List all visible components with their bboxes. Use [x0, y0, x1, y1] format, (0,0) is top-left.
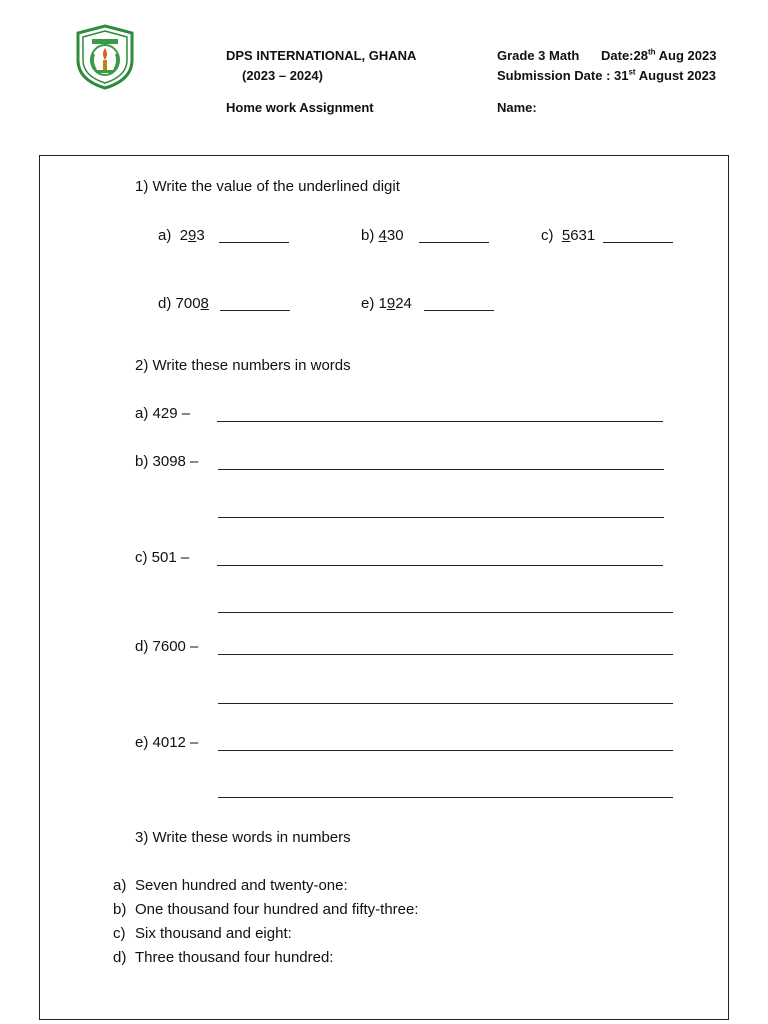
- q2-answer-line[interactable]: [218, 797, 673, 798]
- q1-underlined-digit: 8: [200, 295, 209, 312]
- q1-answer-blank-a[interactable]: [219, 228, 289, 243]
- q1-underlined-digit: 9: [188, 227, 197, 244]
- q1-item-label: e): [361, 295, 375, 312]
- q3-item-label: a): [113, 877, 127, 894]
- q2-answer-line[interactable]: [218, 612, 673, 613]
- submission-rest: August 2023: [635, 68, 717, 83]
- q1-answer-blank-e[interactable]: [424, 296, 494, 311]
- q1-item-label: b): [361, 227, 375, 244]
- q1-number-post: 30: [386, 227, 404, 244]
- q1-answer-blank-c[interactable]: [603, 228, 673, 243]
- q1-underlined-digit: 5: [561, 227, 571, 244]
- q3-item-c: [113, 925, 292, 942]
- assignment-date: [601, 48, 716, 63]
- q2-answer-line[interactable]: [218, 469, 664, 470]
- q1-underlined-digit: 4: [378, 227, 387, 244]
- question-1-title: 1) Write the value of the underlined digit: [135, 178, 400, 195]
- assignment-title: Home work Assignment: [226, 100, 374, 115]
- q1-item-label: a): [158, 227, 172, 244]
- q2-item-c-label: c) 501 –: [135, 549, 190, 566]
- q1-answer-blank-b[interactable]: [419, 228, 489, 243]
- q1-item-d: [158, 295, 209, 312]
- q1-number-post: 631: [570, 227, 596, 244]
- q1-item-b: [361, 227, 404, 244]
- date-ordinal: th: [647, 47, 656, 57]
- q2-answer-line[interactable]: [218, 654, 673, 655]
- q1-number-post: 3: [196, 227, 205, 244]
- q2-item-a-label: a) 429 –: [135, 405, 191, 422]
- q3-item-text: Seven hundred and twenty-one:: [135, 877, 348, 894]
- q3-item-a: [113, 877, 348, 894]
- student-name-label: Name:: [497, 100, 537, 115]
- question-2-title: 2) Write these numbers in words: [135, 357, 351, 374]
- q1-number-pre: 2: [179, 227, 189, 244]
- q2-answer-line[interactable]: [218, 517, 664, 518]
- q2-answer-line[interactable]: [217, 421, 663, 422]
- q2-item-e-label: e) 4012 –: [135, 734, 199, 751]
- q3-item-label: c): [113, 925, 126, 942]
- q1-number-pre: 1: [378, 295, 387, 312]
- q3-item-text: Three thousand four hundred:: [135, 949, 334, 966]
- submission-date: [497, 68, 716, 83]
- q3-item-text: Six thousand and eight:: [135, 925, 292, 942]
- question-3-title: 3) Write these words in numbers: [135, 829, 351, 846]
- q3-item-label: b): [113, 901, 127, 918]
- school-name: DPS INTERNATIONAL, GHANA: [226, 48, 417, 63]
- q2-item-b-label: b) 3098 –: [135, 453, 199, 470]
- submission-label: Submission Date : 31: [497, 68, 629, 83]
- date-label: Date:28: [601, 48, 648, 63]
- q1-underlined-digit: 9: [386, 295, 396, 312]
- q1-item-e: [361, 295, 412, 312]
- q3-item-text: One thousand four hundred and fifty-three:: [135, 901, 419, 918]
- q1-number-pre: 700: [175, 295, 201, 312]
- q1-answer-blank-d[interactable]: [220, 296, 290, 311]
- q3-item-b: [113, 901, 419, 918]
- q1-item-a: [158, 227, 205, 244]
- q2-item-d-label: d) 7600 –: [135, 638, 199, 655]
- grade-subject: Grade 3 Math: [497, 48, 580, 63]
- q3-item-label: d): [113, 949, 127, 966]
- q3-item-d: [113, 949, 333, 966]
- q2-answer-line[interactable]: [218, 750, 673, 751]
- q1-item-label: d): [158, 295, 172, 312]
- q2-answer-line[interactable]: [218, 703, 673, 704]
- date-rest: Aug 2023: [655, 48, 717, 63]
- academic-session: (2023 – 2024): [242, 68, 323, 83]
- q2-answer-line[interactable]: [217, 565, 663, 566]
- q1-item-c: [541, 227, 595, 244]
- q1-number-post: 24: [395, 295, 412, 312]
- q1-item-label: c): [541, 227, 554, 244]
- submission-ordinal: st: [628, 67, 636, 77]
- school-logo: [72, 24, 138, 90]
